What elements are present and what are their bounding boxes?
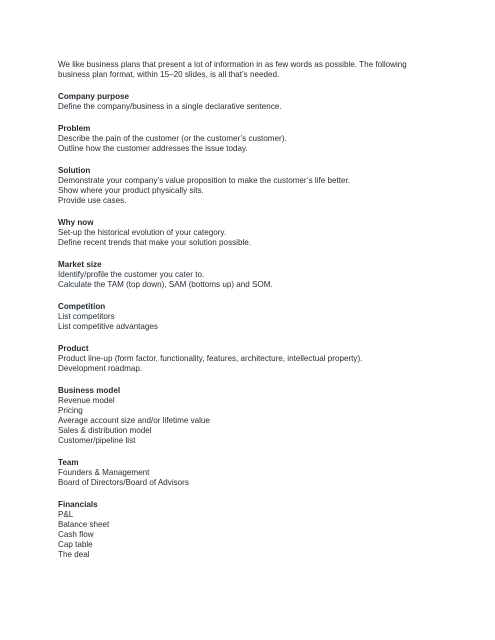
section-solution: [58, 166, 458, 206]
section-line: Revenue model: [58, 396, 115, 405]
section-heading: Why now: [58, 218, 94, 227]
intro-line: business plan format, within 15–20 slides, is all that’s needed.: [58, 70, 280, 79]
section-line: Calculate the TAM (top down), SAM (bottoms up) and SOM.: [58, 280, 273, 289]
section-line: Product line-up (form factor, functionality, features, architecture, intellectual property).: [58, 354, 363, 363]
section-line: List competitors: [58, 312, 115, 321]
section-line: Demonstrate your company’s value proposition to make the customer’s life better.: [58, 176, 350, 185]
section-team: [58, 458, 458, 488]
section-line: Define recent trends that make your solution possible.: [58, 238, 252, 247]
section-product: [58, 344, 458, 374]
intro-paragraph: [58, 60, 458, 80]
section-financials: [58, 500, 458, 560]
section-line: Balance sheet: [58, 520, 110, 529]
section-line: Average account size and/or lifetime value: [58, 416, 210, 425]
section-line: Show where your product physically sits.: [58, 186, 204, 195]
section-line: Define the company/business in a single declarative sentence.: [58, 102, 282, 111]
section-heading: Team: [58, 458, 79, 467]
section-company-purpose: [58, 92, 458, 112]
section-line: Pricing: [58, 406, 83, 415]
section-line: Provide use cases.: [58, 196, 127, 205]
section-heading: Competition: [58, 302, 106, 311]
section-heading: Business model: [58, 386, 121, 395]
section-business-model: [58, 386, 458, 446]
section-line: List competitive advantages: [58, 322, 158, 331]
section-line: Cash flow: [58, 530, 94, 539]
section-competition: [58, 302, 458, 332]
section-line: Set-up the historical evolution of your category.: [58, 228, 227, 237]
intro-line: We like business plans that present a lot of information in as few words as possible. The following: [58, 60, 407, 69]
section-heading: Company purpose: [58, 92, 130, 101]
section-line: Board of Directors/Board of Advisors: [58, 478, 189, 487]
section-heading: Solution: [58, 166, 91, 175]
section-problem: [58, 124, 458, 154]
section-heading: Market size: [58, 260, 102, 269]
document-page: [58, 60, 458, 560]
section-heading: Problem: [58, 124, 91, 133]
section-market-size: [58, 260, 458, 290]
section-why-now: [58, 218, 458, 248]
section-heading: Financials: [58, 500, 98, 509]
section-line: Describe the pain of the customer (or the customer’s customer).: [58, 134, 287, 143]
section-line: The deal: [58, 550, 90, 559]
section-line: Founders & Management: [58, 468, 150, 477]
section-line: Customer/pipeline list: [58, 436, 136, 445]
section-line: Cap table: [58, 540, 93, 549]
section-line: Sales & distribution model: [58, 426, 152, 435]
section-line: Identify/profile the customer you cater to.: [58, 270, 205, 279]
section-heading: Product: [58, 344, 89, 353]
section-line: Outline how the customer addresses the issue today.: [58, 144, 248, 153]
section-line: Development roadmap.: [58, 364, 143, 373]
section-line: P&L: [58, 510, 74, 519]
